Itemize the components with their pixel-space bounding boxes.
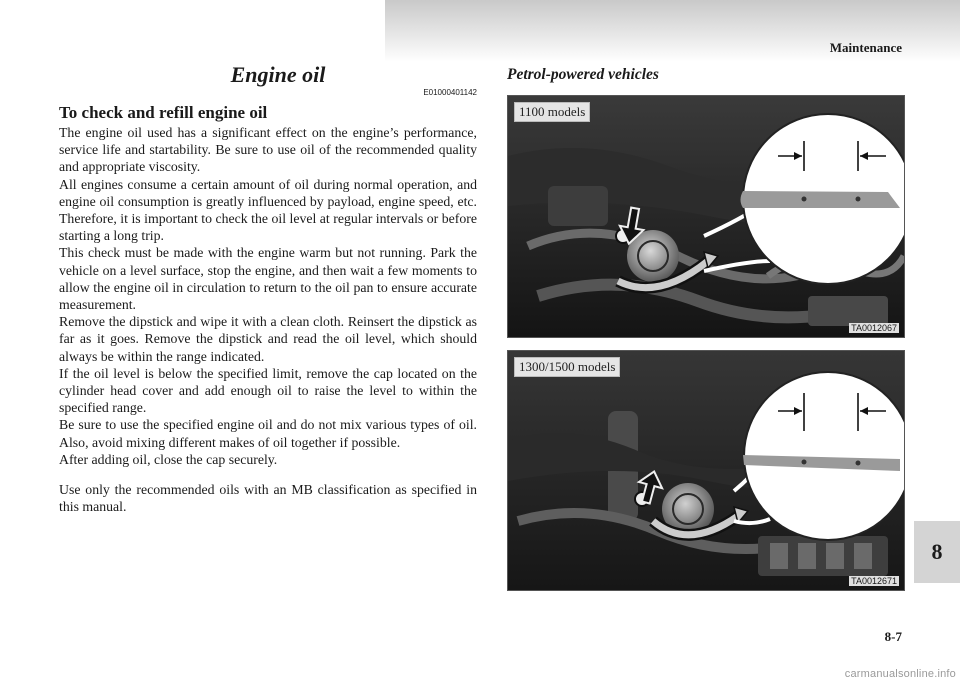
- engine-illustration: [508, 96, 904, 337]
- paragraph: The engine oil used has a significant effect on the engine’s performance, service life and startability. Be sure to use oil of the recommended quality and appropriate viscosity.: [59, 125, 477, 175]
- paragraph: This check must be made with the engine warm but not running. Park the vehicle on a level surface, stop the engine, and then wait a few moments to allow the engine oil in circulation to return to the oil pan to ensure accurate measurement.: [59, 245, 477, 313]
- figure-label: 1300/1500 models: [514, 357, 620, 377]
- paragraph: If the oil level is below the specified limit, remove the cap located on the cylinder head cover and add enough oil to raise the level to within the specified range.: [59, 365, 477, 416]
- figure-label: 1100 models: [514, 102, 590, 122]
- paragraph: All engines consume a certain amount of oil during normal operation, and engine oil consumption is greatly influenced by payload, engine speed, etc. Therefore, it is important to check the oil level at regular intervals or before starting a long trip.: [59, 176, 477, 244]
- page-title: Engine oil: [230, 62, 326, 87]
- paragraph: Be sure to use the specified engine oil and do not mix various types of oil. Also, avoid mixing different makes of oil together if possible.: [59, 417, 477, 450]
- page-number: 8-7: [884, 629, 902, 644]
- paragraph: After adding oil, close the cap securely.: [59, 451, 278, 467]
- figure-code: TA0012671: [851, 576, 897, 586]
- figure-section-title: Petrol-powered vehicles: [507, 66, 659, 83]
- engine-photo-1100: [507, 95, 905, 338]
- chapter-tab: 8: [914, 521, 960, 583]
- engine-photo-1300-1500: [507, 350, 905, 591]
- running-header: Maintenance: [829, 40, 902, 55]
- section-heading: To check and refill engine oil: [59, 103, 268, 122]
- watermark: carmanualsonline.info: [844, 668, 956, 680]
- left-column: [59, 62, 477, 515]
- paragraph: Remove the dipstick and wipe it with a clean cloth. Reinsert the dipstick as far as it goes. Remove the dipstick and read the oil level, which should always be within the range indicated.: [59, 314, 477, 364]
- figure-code: TA0012067: [851, 323, 897, 333]
- engine-illustration: [508, 351, 904, 590]
- document-code: E01000401142: [423, 88, 477, 97]
- paragraph: Use only the recommended oils with an MB classification as specified in this manual.: [59, 482, 477, 515]
